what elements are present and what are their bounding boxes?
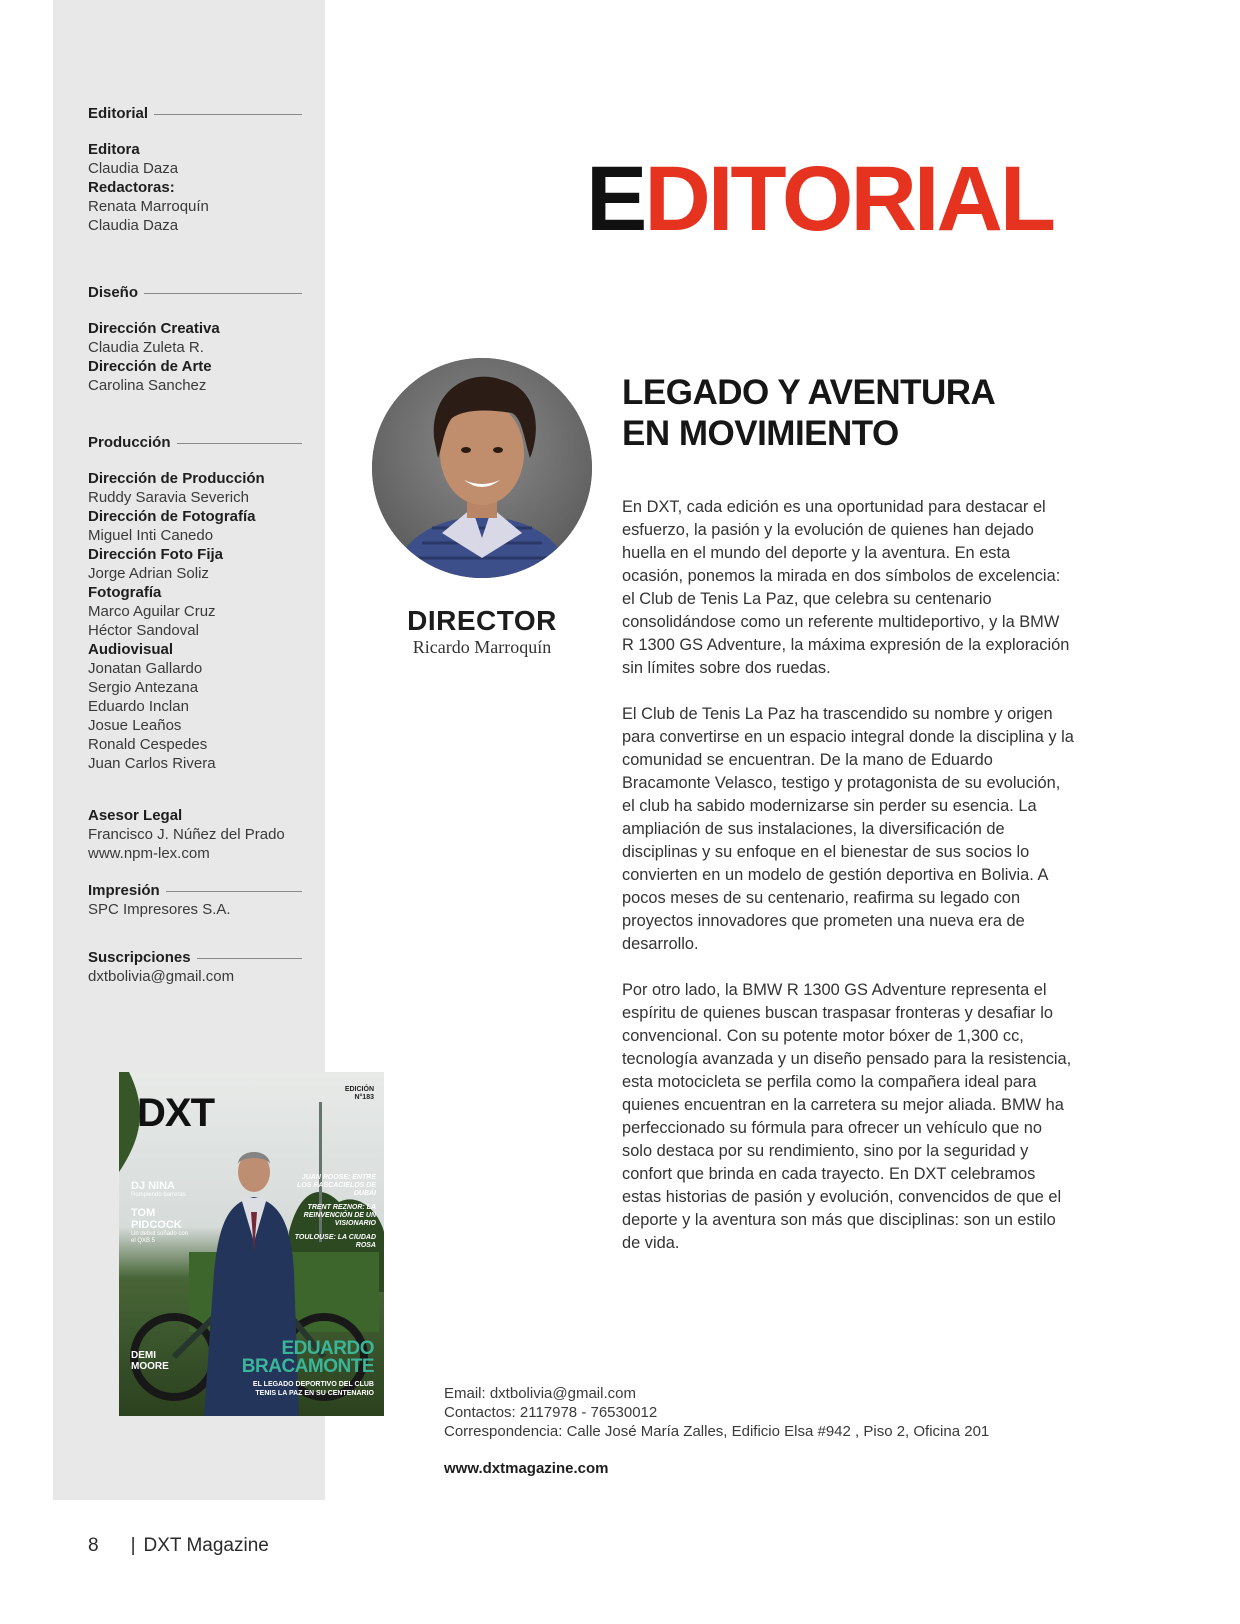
section-heading (88, 948, 302, 967)
portrait-image (372, 358, 592, 578)
credit-name: Renata Marroquín (88, 198, 209, 215)
legal-website-link[interactable]: www.npm-lex.com (88, 845, 210, 862)
credit-name: Ruddy Saravia Severich (88, 489, 249, 506)
cover-tagline-line: EL LEGADO DEPORTIVO DEL CLUB (252, 1381, 374, 1388)
credit-name: SPC Impresores S.A. (88, 901, 231, 918)
article-body (622, 496, 1074, 1278)
credit-name: Claudia Daza (88, 160, 179, 177)
page-number: 8 (88, 1535, 99, 1556)
cover-edition-number: N°183 (354, 1094, 374, 1101)
credit-name: Francisco J. Núñez del Prado (88, 826, 285, 843)
director-caption (372, 606, 592, 658)
credit-name: Carolina Sanchez (88, 377, 207, 394)
credits-impresion (88, 881, 302, 919)
credits-produccion (88, 433, 302, 773)
contact-phones: Contactos: 2117978 - 76530012 (444, 1404, 658, 1421)
credit-name: Marco Aguilar Cruz (88, 603, 216, 620)
cover-logo: DXT (137, 1091, 214, 1135)
section-heading-label: Editorial (88, 105, 149, 122)
credit-role: Redactoras: (88, 179, 175, 196)
credit-name: Claudia Daza (88, 217, 179, 234)
director-portrait (372, 358, 592, 578)
credit-name: Miguel Inti Canedo (88, 527, 214, 544)
headline-line: EN MOVIMIENTO (622, 414, 899, 453)
section-heading (88, 806, 302, 825)
credit-role: Dirección Creativa (88, 320, 220, 337)
credit-name: Héctor Sandoval (88, 622, 199, 639)
credit-name: Ronald Cespedes (88, 736, 208, 753)
cover-main-name: EDUARDO (281, 1338, 374, 1359)
title-rest: DITORIAL (644, 148, 1054, 250)
cover-headline: JUAN ROOSE: ENTRE LOS RASCACIELOS DE DUBÁI (297, 1174, 376, 1197)
section-heading-label: Producción (88, 434, 171, 451)
cover-tagline-line: TENIS LA PAZ EN SU CENTENARIO (255, 1390, 374, 1397)
credits-editorial (88, 104, 302, 235)
cover-right-headlines (290, 1174, 376, 1250)
article-headline (622, 372, 1062, 454)
section-heading-label: Impresión (88, 882, 160, 899)
cover-subhead: Rompiendo barreras (131, 1192, 186, 1198)
cover-headline: TRENT REZNOR: LA REINVENCIÓN DE UN VISIONARIO (303, 1204, 376, 1227)
cover-edition (345, 1086, 374, 1102)
credits-asesor-legal (88, 806, 302, 863)
credit-name: Juan Carlos Rivera (88, 755, 216, 772)
cover-headline: TOULOUSE: LA CIUDAD ROSA (294, 1234, 376, 1249)
cover-left-headlines (131, 1180, 191, 1245)
cover-headline: DJ NINA (131, 1180, 176, 1192)
credit-role: Dirección de Fotografía (88, 508, 256, 525)
credit-name: Claudia Zuleta R. (88, 339, 204, 356)
section-heading (88, 433, 302, 452)
contact-block (444, 1384, 989, 1441)
section-heading-label: Diseño (88, 284, 139, 301)
publication-name: DXT Magazine (143, 1535, 269, 1556)
director-name: Ricardo Marroquín (412, 637, 552, 657)
credit-role: Dirección de Arte (88, 358, 212, 375)
page-title (586, 148, 1054, 250)
section-heading-label: Asesor Legal (88, 807, 183, 824)
contact-email[interactable]: Email: dxtbolivia@gmail.com (444, 1385, 636, 1402)
section-heading (88, 881, 302, 900)
credit-role: Fotografía (88, 584, 162, 601)
paragraph: El Club de Tenis La Paz ha trascendido su nombre y origen para convertirse en un espacio integral donde la disciplina y la comunidad se encuentran. De la mano de Eduardo Bracamonte Velasco, testigo y protagonista de su evolución, el club ha sabido modernizarse sin perder su esencia. La ampliación de sus instalaciones, la diversificación de disciplinas y su enfoque en el bienestar de sus socios lo convierten en un modelo de gestión deportiva en Bolivia. A pocos meses de su centenario, reafirma su legado con proyectos innovadores que prometen una nueva era de desarrollo. (622, 705, 1074, 953)
cover-main-tagline (253, 1380, 374, 1398)
subscription-email-link[interactable]: dxtbolivia@gmail.com (88, 968, 235, 985)
website-link[interactable]: www.dxtmagazine.com (444, 1460, 609, 1477)
cover-headline: TOM PIDCOCK (131, 1207, 182, 1231)
cover-headline: DEMI MOORE (131, 1350, 169, 1372)
credit-name: Eduardo Inclan (88, 698, 189, 715)
title-first-letter: E (586, 148, 645, 250)
credit-role: Dirección Foto Fija (88, 546, 224, 563)
cover-main-headline (242, 1340, 374, 1376)
credit-role: Dirección de Producción (88, 470, 265, 487)
section-heading-label: Suscripciones (88, 949, 191, 966)
footer-divider: | (130, 1535, 136, 1556)
cover-main-name: BRACAMONTE (241, 1356, 374, 1377)
credits-suscripciones (88, 948, 302, 986)
cover-edition-label: EDICIÓN (344, 1086, 374, 1093)
contact-address: Correspondencia: Calle José María Zalles, Edificio Elsa #942 , Piso 2, Oficina 201 (444, 1423, 990, 1440)
magazine-cover (119, 1072, 384, 1416)
credit-name: Jonatan Gallardo (88, 660, 203, 677)
paragraph: En DXT, cada edición es una oportunidad para destacar el esfuerzo, la pasión y la evolución de quienes han dejado huella en el mundo del deporte y la aventura. En esta ocasión, ponemos la mirada en dos símbolos de excelencia: el Club de Tenis La Paz, que celebra su centenario consolidándose como un referente multideportivo, y la BMW R 1300 GS Adventure, la máxima expresión de la exploración sin límites sobre dos ruedas. (622, 498, 1070, 677)
credits-diseno (88, 283, 302, 395)
credit-name: Sergio Antezana (88, 679, 199, 696)
credit-role: Editora (88, 141, 140, 158)
cover-subhead: Un debut soñado con el QXB 5 (131, 1231, 189, 1244)
director-label: DIRECTOR (407, 605, 557, 636)
paragraph: Por otro lado, la BMW R 1300 GS Adventure representa el espíritu de quienes buscan traspasar fronteras y desafiar lo convencional. Con su potente motor bóxer de 1,300 cc, tecnología avanzada y un diseño pensado para la resistencia, esta motocicleta se perfila como la compañera ideal para quienes encuentran en la carretera su mejor aliada. BMW ha perfeccionado su fórmula para ofrecer un vehículo que no solo destaca por su rendimiento, sino por la seguridad y confort que brinda en cada trayecto. En DXT celebramos estas historias de pasión y evolución, convencidos de que el deporte y la aventura son más que disciplinas: son un estilo de vida. (622, 981, 1072, 1252)
section-heading (88, 104, 302, 123)
page-footer (88, 1535, 269, 1557)
credit-name: Josue Leaños (88, 717, 182, 734)
credit-role: Audiovisual (88, 641, 174, 658)
credit-name: Jorge Adrian Soliz (88, 565, 209, 582)
section-heading (88, 283, 302, 302)
headline-line: LEGADO Y AVENTURA (622, 373, 996, 412)
